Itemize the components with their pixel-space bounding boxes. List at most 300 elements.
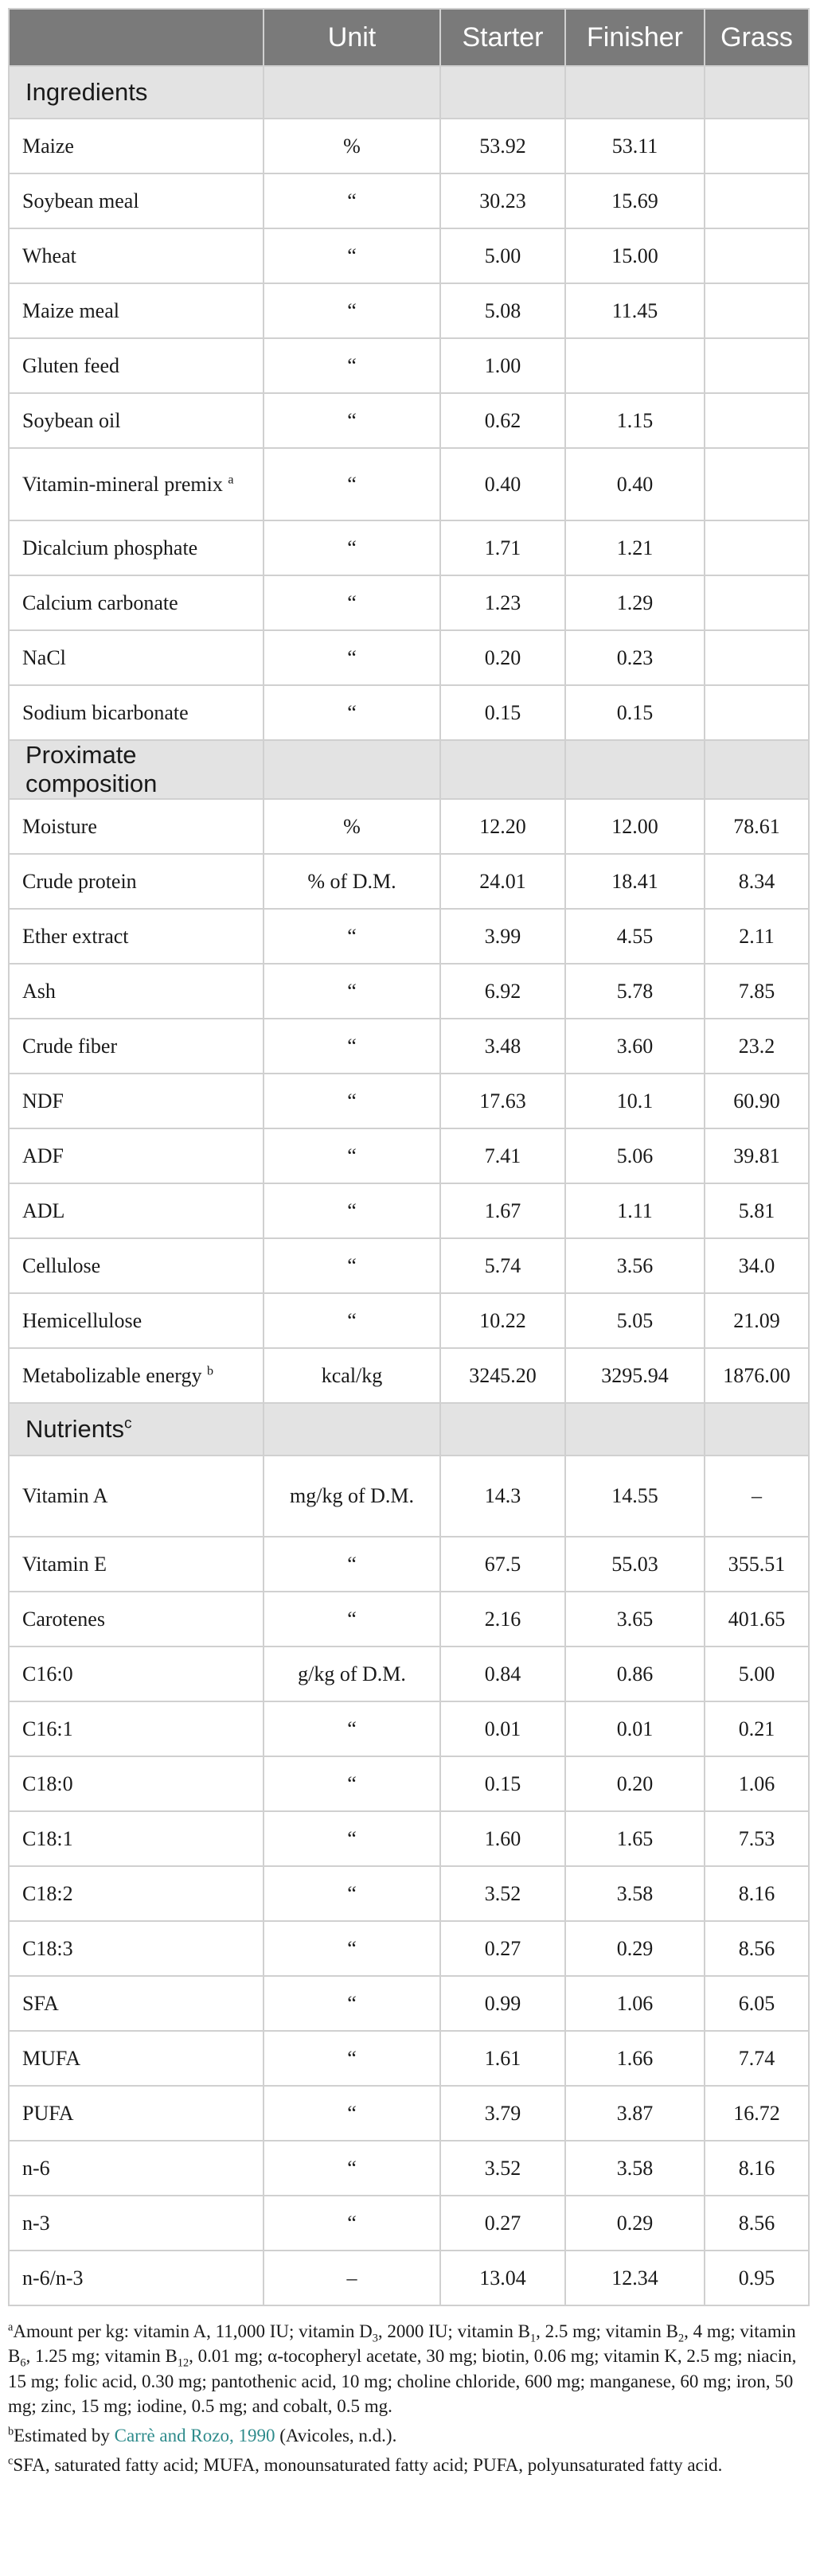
row-label xyxy=(9,173,264,228)
cell-starter: 7.41 xyxy=(440,1128,565,1183)
section-empty-cell xyxy=(705,66,809,119)
row-label xyxy=(9,448,264,520)
cell-grass xyxy=(705,283,809,338)
cell-starter: 6.92 xyxy=(440,964,565,1019)
footnote-mark: b xyxy=(8,2425,14,2438)
cell-unit: “ xyxy=(264,448,440,520)
row-label xyxy=(9,799,264,854)
row-label-text: n-6/n-3 xyxy=(22,2266,84,2290)
row-label xyxy=(9,1348,264,1403)
cell-finisher: 3.56 xyxy=(565,1238,705,1293)
header-row xyxy=(9,9,809,66)
table-row xyxy=(9,1647,809,1701)
cell-finisher: 15.69 xyxy=(565,173,705,228)
cell-unit: “ xyxy=(264,338,440,393)
row-label xyxy=(9,2086,264,2141)
cell-finisher: 5.06 xyxy=(565,1128,705,1183)
cell-starter: 53.92 xyxy=(440,119,565,173)
section-empty-cell xyxy=(565,66,705,119)
cell-starter: 3245.20 xyxy=(440,1348,565,1403)
cell-finisher: 5.05 xyxy=(565,1293,705,1348)
row-label xyxy=(9,685,264,740)
cell-grass xyxy=(705,630,809,685)
row-label xyxy=(9,630,264,685)
cell-grass: 5.81 xyxy=(705,1183,809,1238)
row-label xyxy=(9,119,264,173)
cell-grass xyxy=(705,685,809,740)
row-label xyxy=(9,909,264,964)
section-empty-cell xyxy=(565,1403,705,1456)
footnote-text: Amount per kg: vitamin A, 11,000 IU; vitamin D xyxy=(13,2321,373,2341)
row-label xyxy=(9,1128,264,1183)
table-container xyxy=(8,8,808,2483)
section-empty-cell xyxy=(440,1403,565,1456)
composition-table xyxy=(8,8,810,2306)
row-label xyxy=(9,1592,264,1647)
table-row xyxy=(9,964,809,1019)
table-row xyxy=(9,1293,809,1348)
table-row xyxy=(9,1756,809,1811)
row-label xyxy=(9,1647,264,1701)
cell-unit: mg/kg of D.M. xyxy=(264,1456,440,1537)
section-empty-cell xyxy=(264,1403,440,1456)
row-label-text: C18:2 xyxy=(22,1881,73,1905)
cell-grass: 0.95 xyxy=(705,2251,809,2305)
table-row xyxy=(9,1238,809,1293)
cell-starter: 1.67 xyxy=(440,1183,565,1238)
row-label-text: Ash xyxy=(22,979,56,1003)
header-grass: Grass xyxy=(705,9,809,66)
section-empty-cell xyxy=(705,740,809,799)
table-row xyxy=(9,854,809,909)
cell-unit: “ xyxy=(264,1976,440,2031)
header-unit: Unit xyxy=(264,9,440,66)
cell-starter: 0.40 xyxy=(440,448,565,520)
cell-unit: “ xyxy=(264,685,440,740)
row-label-text: MUFA xyxy=(22,2046,81,2070)
cell-finisher: 53.11 xyxy=(565,119,705,173)
cell-unit: “ xyxy=(264,909,440,964)
cell-starter: 1.23 xyxy=(440,575,565,630)
cell-starter: 17.63 xyxy=(440,1074,565,1128)
cell-finisher: 12.34 xyxy=(565,2251,705,2305)
row-label xyxy=(9,2031,264,2086)
section-empty-cell xyxy=(440,740,565,799)
footnote-c xyxy=(8,2453,808,2477)
cell-starter: 3.52 xyxy=(440,1866,565,1921)
row-label xyxy=(9,1866,264,1921)
cell-finisher: 0.20 xyxy=(565,1756,705,1811)
table-row xyxy=(9,575,809,630)
section-empty-cell xyxy=(565,740,705,799)
subscript: 2 xyxy=(677,2332,685,2345)
cell-grass xyxy=(705,173,809,228)
table-row xyxy=(9,1537,809,1592)
cell-finisher: 0.86 xyxy=(565,1647,705,1701)
cell-finisher: 1.11 xyxy=(565,1183,705,1238)
cell-grass: 78.61 xyxy=(705,799,809,854)
row-label-text: Cellulose xyxy=(22,1253,101,1277)
row-label xyxy=(9,1701,264,1756)
section-header-proximate xyxy=(9,740,809,799)
cell-starter: 0.27 xyxy=(440,2196,565,2251)
section-title-text: Proximate composition xyxy=(25,741,158,797)
header-empty xyxy=(9,9,264,66)
section-title xyxy=(9,1403,264,1456)
cell-finisher: 15.00 xyxy=(565,228,705,283)
row-label-text: Wheat xyxy=(22,244,76,267)
row-label-text: Hemicellulose xyxy=(22,1308,143,1332)
cell-grass: 8.56 xyxy=(705,1921,809,1976)
row-label xyxy=(9,520,264,575)
cell-finisher: 3.60 xyxy=(565,1019,705,1074)
table-row xyxy=(9,1019,809,1074)
cell-unit: “ xyxy=(264,1866,440,1921)
cell-finisher: 0.23 xyxy=(565,630,705,685)
cell-grass: 16.72 xyxy=(705,2086,809,2141)
section-empty-cell xyxy=(264,740,440,799)
table-row xyxy=(9,119,809,173)
row-label xyxy=(9,1074,264,1128)
row-label-text: NaCl xyxy=(22,645,66,669)
row-label-text: ADF xyxy=(22,1144,64,1167)
row-label xyxy=(9,228,264,283)
cell-grass xyxy=(705,338,809,393)
cell-finisher: 4.55 xyxy=(565,909,705,964)
section-empty-cell xyxy=(264,66,440,119)
row-label-text: PUFA xyxy=(22,2101,74,2125)
row-label-text: Ether extract xyxy=(22,924,129,948)
cell-finisher: 18.41 xyxy=(565,854,705,909)
row-label-text: C16:1 xyxy=(22,1717,73,1740)
table-row xyxy=(9,1183,809,1238)
table-row xyxy=(9,2086,809,2141)
cell-starter: 14.3 xyxy=(440,1456,565,1537)
footnote-text: , 2.5 mg; vitamin B xyxy=(536,2321,678,2341)
cell-starter: 1.00 xyxy=(440,338,565,393)
row-label xyxy=(9,2251,264,2305)
cell-grass xyxy=(705,520,809,575)
cell-starter: 0.62 xyxy=(440,393,565,448)
cell-grass: 6.05 xyxy=(705,1976,809,2031)
table-row xyxy=(9,685,809,740)
row-label-text: Vitamin A xyxy=(22,1484,108,1508)
cell-starter: 2.16 xyxy=(440,1592,565,1647)
cell-grass xyxy=(705,575,809,630)
footnote-text: , 4 mg; vitamin B xyxy=(8,2321,796,2367)
cell-unit: kcal/kg xyxy=(264,1348,440,1403)
cell-grass xyxy=(705,393,809,448)
cell-unit: “ xyxy=(264,1074,440,1128)
cell-starter: 24.01 xyxy=(440,854,565,909)
cell-unit: “ xyxy=(264,1019,440,1074)
cell-unit: “ xyxy=(264,1537,440,1592)
footnote-text: , 0.01 mg; α-tocopheryl acetate, 30 mg; biotin, 0.06 mg; vitamin K, 2.5 mg; niacin, 15 mg; folic acid, 0.30 mg; pantothenic acid, 10 mg; choline chloride, 600 mg; manganese, 60 mg; iron, 50 mg; zinc, 15 mg; iodine, 0.5 mg; and cobalt, 0.5 mg. xyxy=(8,2346,797,2416)
footnote-marker: b xyxy=(206,1364,214,1378)
section-header-nutrients xyxy=(9,1403,809,1456)
table-body xyxy=(9,66,809,2305)
cell-unit: “ xyxy=(264,1756,440,1811)
row-label-text: Metabolizable energy xyxy=(22,1363,202,1387)
row-label xyxy=(9,1811,264,1866)
cell-unit: “ xyxy=(264,964,440,1019)
cell-grass: 0.21 xyxy=(705,1701,809,1756)
row-label xyxy=(9,1537,264,1592)
cell-starter: 0.15 xyxy=(440,685,565,740)
row-label-text: C18:1 xyxy=(22,1826,73,1850)
footnote-mark: c xyxy=(8,2454,14,2468)
row-label xyxy=(9,1183,264,1238)
cell-grass: 2.11 xyxy=(705,909,809,964)
cell-unit: “ xyxy=(264,1293,440,1348)
cell-finisher: 3.58 xyxy=(565,1866,705,1921)
cell-grass: 8.56 xyxy=(705,2196,809,2251)
cell-starter: 13.04 xyxy=(440,2251,565,2305)
cell-grass: – xyxy=(705,1456,809,1537)
cell-finisher: 1.65 xyxy=(565,1811,705,1866)
cell-starter: 3.99 xyxy=(440,909,565,964)
cell-finisher: 1.21 xyxy=(565,520,705,575)
row-label-text: Dicalcium phosphate xyxy=(22,536,198,559)
cell-starter: 1.61 xyxy=(440,2031,565,2086)
row-label-text: Calcium carbonate xyxy=(22,590,178,614)
footnote-marker: a xyxy=(228,473,234,487)
footnote-text: , 2000 IU; vitamin B xyxy=(377,2321,530,2341)
subscript: 6 xyxy=(20,2356,26,2370)
section-title-sup: c xyxy=(124,1415,132,1432)
row-label xyxy=(9,393,264,448)
subscript: 3 xyxy=(372,2332,378,2345)
cell-finisher: 1.66 xyxy=(565,2031,705,2086)
section-header-ingredients xyxy=(9,66,809,119)
row-label-text: NDF xyxy=(22,1089,64,1113)
section-title xyxy=(9,740,264,799)
row-label xyxy=(9,1019,264,1074)
table-row xyxy=(9,1128,809,1183)
row-label-text: Maize meal xyxy=(22,298,119,322)
cell-unit: “ xyxy=(264,1128,440,1183)
cell-finisher: 0.40 xyxy=(565,448,705,520)
cell-starter: 0.01 xyxy=(440,1701,565,1756)
table-row xyxy=(9,799,809,854)
row-label-text: n-3 xyxy=(22,2211,50,2235)
cell-finisher: 11.45 xyxy=(565,283,705,338)
table-row xyxy=(9,1456,809,1537)
footnote-text: SFA, saturated fatty acid; MUFA, monounsaturated fatty acid; PUFA, polyunsaturated fatty acid. xyxy=(13,2455,723,2476)
row-label-text: Vitamin-mineral premix xyxy=(22,472,223,496)
row-label-text: C18:3 xyxy=(22,1936,73,1960)
cell-unit: “ xyxy=(264,393,440,448)
cell-grass: 8.34 xyxy=(705,854,809,909)
table-row xyxy=(9,1976,809,2031)
cell-unit: “ xyxy=(264,1592,440,1647)
cell-finisher: 0.29 xyxy=(565,2196,705,2251)
cell-unit: “ xyxy=(264,2141,440,2196)
table-row xyxy=(9,393,809,448)
row-label-text: Crude fiber xyxy=(22,1034,118,1058)
cell-grass: 401.65 xyxy=(705,1592,809,1647)
cell-unit: “ xyxy=(264,1183,440,1238)
table-row xyxy=(9,1701,809,1756)
row-label xyxy=(9,2141,264,2196)
cell-starter: 5.00 xyxy=(440,228,565,283)
cell-grass: 8.16 xyxy=(705,1866,809,1921)
cell-unit: “ xyxy=(264,575,440,630)
cell-starter: 0.99 xyxy=(440,1976,565,2031)
row-label xyxy=(9,2196,264,2251)
cell-unit: “ xyxy=(264,630,440,685)
cell-finisher: 5.78 xyxy=(565,964,705,1019)
cell-finisher: 10.1 xyxy=(565,1074,705,1128)
row-label-text: C18:0 xyxy=(22,1771,73,1795)
cell-unit: % xyxy=(264,119,440,173)
cell-grass xyxy=(705,228,809,283)
section-empty-cell xyxy=(440,66,565,119)
cell-grass: 8.16 xyxy=(705,2141,809,2196)
cell-unit: g/kg of D.M. xyxy=(264,1647,440,1701)
subscript: 1 xyxy=(529,2332,537,2345)
table-row xyxy=(9,1811,809,1866)
row-label xyxy=(9,1238,264,1293)
cell-finisher xyxy=(565,338,705,393)
cell-unit: “ xyxy=(264,520,440,575)
row-label-text: Crude protein xyxy=(22,869,137,893)
row-label-text: Vitamin E xyxy=(22,1552,107,1576)
footnote-text: (Avicoles, n.d.). xyxy=(275,2426,397,2446)
row-label-text: Sodium bicarbonate xyxy=(22,700,189,724)
cell-starter: 12.20 xyxy=(440,799,565,854)
table-row xyxy=(9,2141,809,2196)
cell-finisher: 12.00 xyxy=(565,799,705,854)
cell-starter: 0.20 xyxy=(440,630,565,685)
cell-grass: 1876.00 xyxy=(705,1348,809,1403)
cell-starter: 5.08 xyxy=(440,283,565,338)
row-label-text: Carotenes xyxy=(22,1607,105,1631)
cell-grass: 60.90 xyxy=(705,1074,809,1128)
footnotes xyxy=(8,2319,808,2478)
cell-starter: 0.27 xyxy=(440,1921,565,1976)
cell-starter: 67.5 xyxy=(440,1537,565,1592)
cell-finisher: 1.06 xyxy=(565,1976,705,2031)
section-empty-cell xyxy=(705,1403,809,1456)
footnote-text: , 1.25 mg; vitamin B xyxy=(25,2346,178,2367)
cell-starter: 1.71 xyxy=(440,520,565,575)
cell-finisher: 1.15 xyxy=(565,393,705,448)
row-label xyxy=(9,854,264,909)
row-label-text: Gluten feed xyxy=(22,353,120,377)
table-row xyxy=(9,909,809,964)
cell-grass: 5.00 xyxy=(705,1647,809,1701)
cell-finisher: 14.55 xyxy=(565,1456,705,1537)
cell-finisher: 0.01 xyxy=(565,1701,705,1756)
row-label-text: Maize xyxy=(22,134,74,158)
footnote-text: Estimated by xyxy=(14,2426,115,2446)
row-label xyxy=(9,964,264,1019)
cell-unit: “ xyxy=(264,2031,440,2086)
cell-unit: “ xyxy=(264,2086,440,2141)
cell-finisher: 0.15 xyxy=(565,685,705,740)
table-row xyxy=(9,2196,809,2251)
cell-grass: 7.74 xyxy=(705,2031,809,2086)
section-title-text: Ingredients xyxy=(25,78,148,106)
cell-grass: 21.09 xyxy=(705,1293,809,1348)
table-row xyxy=(9,1074,809,1128)
cell-starter: 30.23 xyxy=(440,173,565,228)
table-row xyxy=(9,228,809,283)
cell-grass: 23.2 xyxy=(705,1019,809,1074)
cell-starter: 0.84 xyxy=(440,1647,565,1701)
cell-grass xyxy=(705,448,809,520)
cell-finisher: 3295.94 xyxy=(565,1348,705,1403)
cell-unit: – xyxy=(264,2251,440,2305)
cell-starter: 10.22 xyxy=(440,1293,565,1348)
cell-finisher: 1.29 xyxy=(565,575,705,630)
cell-starter: 5.74 xyxy=(440,1238,565,1293)
cell-grass: 1.06 xyxy=(705,1756,809,1811)
cell-unit: “ xyxy=(264,283,440,338)
row-label xyxy=(9,575,264,630)
table-row xyxy=(9,173,809,228)
section-title-text: Nutrients xyxy=(25,1415,125,1443)
cell-finisher: 0.29 xyxy=(565,1921,705,1976)
cell-grass: 39.81 xyxy=(705,1128,809,1183)
row-label xyxy=(9,1756,264,1811)
row-label-text: Soybean meal xyxy=(22,189,139,212)
citation-link[interactable]: Carrè and Rozo, 1990 xyxy=(114,2426,275,2446)
table-row xyxy=(9,2251,809,2305)
row-label-text: Moisture xyxy=(22,814,97,838)
table-row xyxy=(9,448,809,520)
cell-starter: 1.60 xyxy=(440,1811,565,1866)
row-label xyxy=(9,283,264,338)
row-label xyxy=(9,1976,264,2031)
cell-grass: 355.51 xyxy=(705,1537,809,1592)
cell-starter: 3.48 xyxy=(440,1019,565,1074)
footnote-b xyxy=(8,2423,808,2448)
footnote-a xyxy=(8,2319,808,2418)
cell-unit: “ xyxy=(264,228,440,283)
cell-unit: % of D.M. xyxy=(264,854,440,909)
cell-finisher: 55.03 xyxy=(565,1537,705,1592)
cell-unit: “ xyxy=(264,2196,440,2251)
cell-finisher: 3.65 xyxy=(565,1592,705,1647)
header-starter: Starter xyxy=(440,9,565,66)
table-row xyxy=(9,2031,809,2086)
cell-unit: “ xyxy=(264,1701,440,1756)
row-label-text: n-6 xyxy=(22,2156,50,2180)
cell-starter: 3.52 xyxy=(440,2141,565,2196)
footnote-mark: a xyxy=(8,2321,14,2334)
table-row xyxy=(9,1866,809,1921)
table-row xyxy=(9,1348,809,1403)
table-row xyxy=(9,630,809,685)
cell-unit: “ xyxy=(264,173,440,228)
table-row xyxy=(9,338,809,393)
cell-grass xyxy=(705,119,809,173)
row-label xyxy=(9,1921,264,1976)
cell-finisher: 3.87 xyxy=(565,2086,705,2141)
table-row xyxy=(9,1592,809,1647)
cell-grass: 7.53 xyxy=(705,1811,809,1866)
cell-grass: 7.85 xyxy=(705,964,809,1019)
cell-grass: 34.0 xyxy=(705,1238,809,1293)
cell-unit: % xyxy=(264,799,440,854)
cell-finisher: 3.58 xyxy=(565,2141,705,2196)
cell-unit: “ xyxy=(264,1921,440,1976)
row-label-text: SFA xyxy=(22,1991,59,2015)
cell-unit: “ xyxy=(264,1811,440,1866)
row-label-text: C16:0 xyxy=(22,1662,73,1686)
